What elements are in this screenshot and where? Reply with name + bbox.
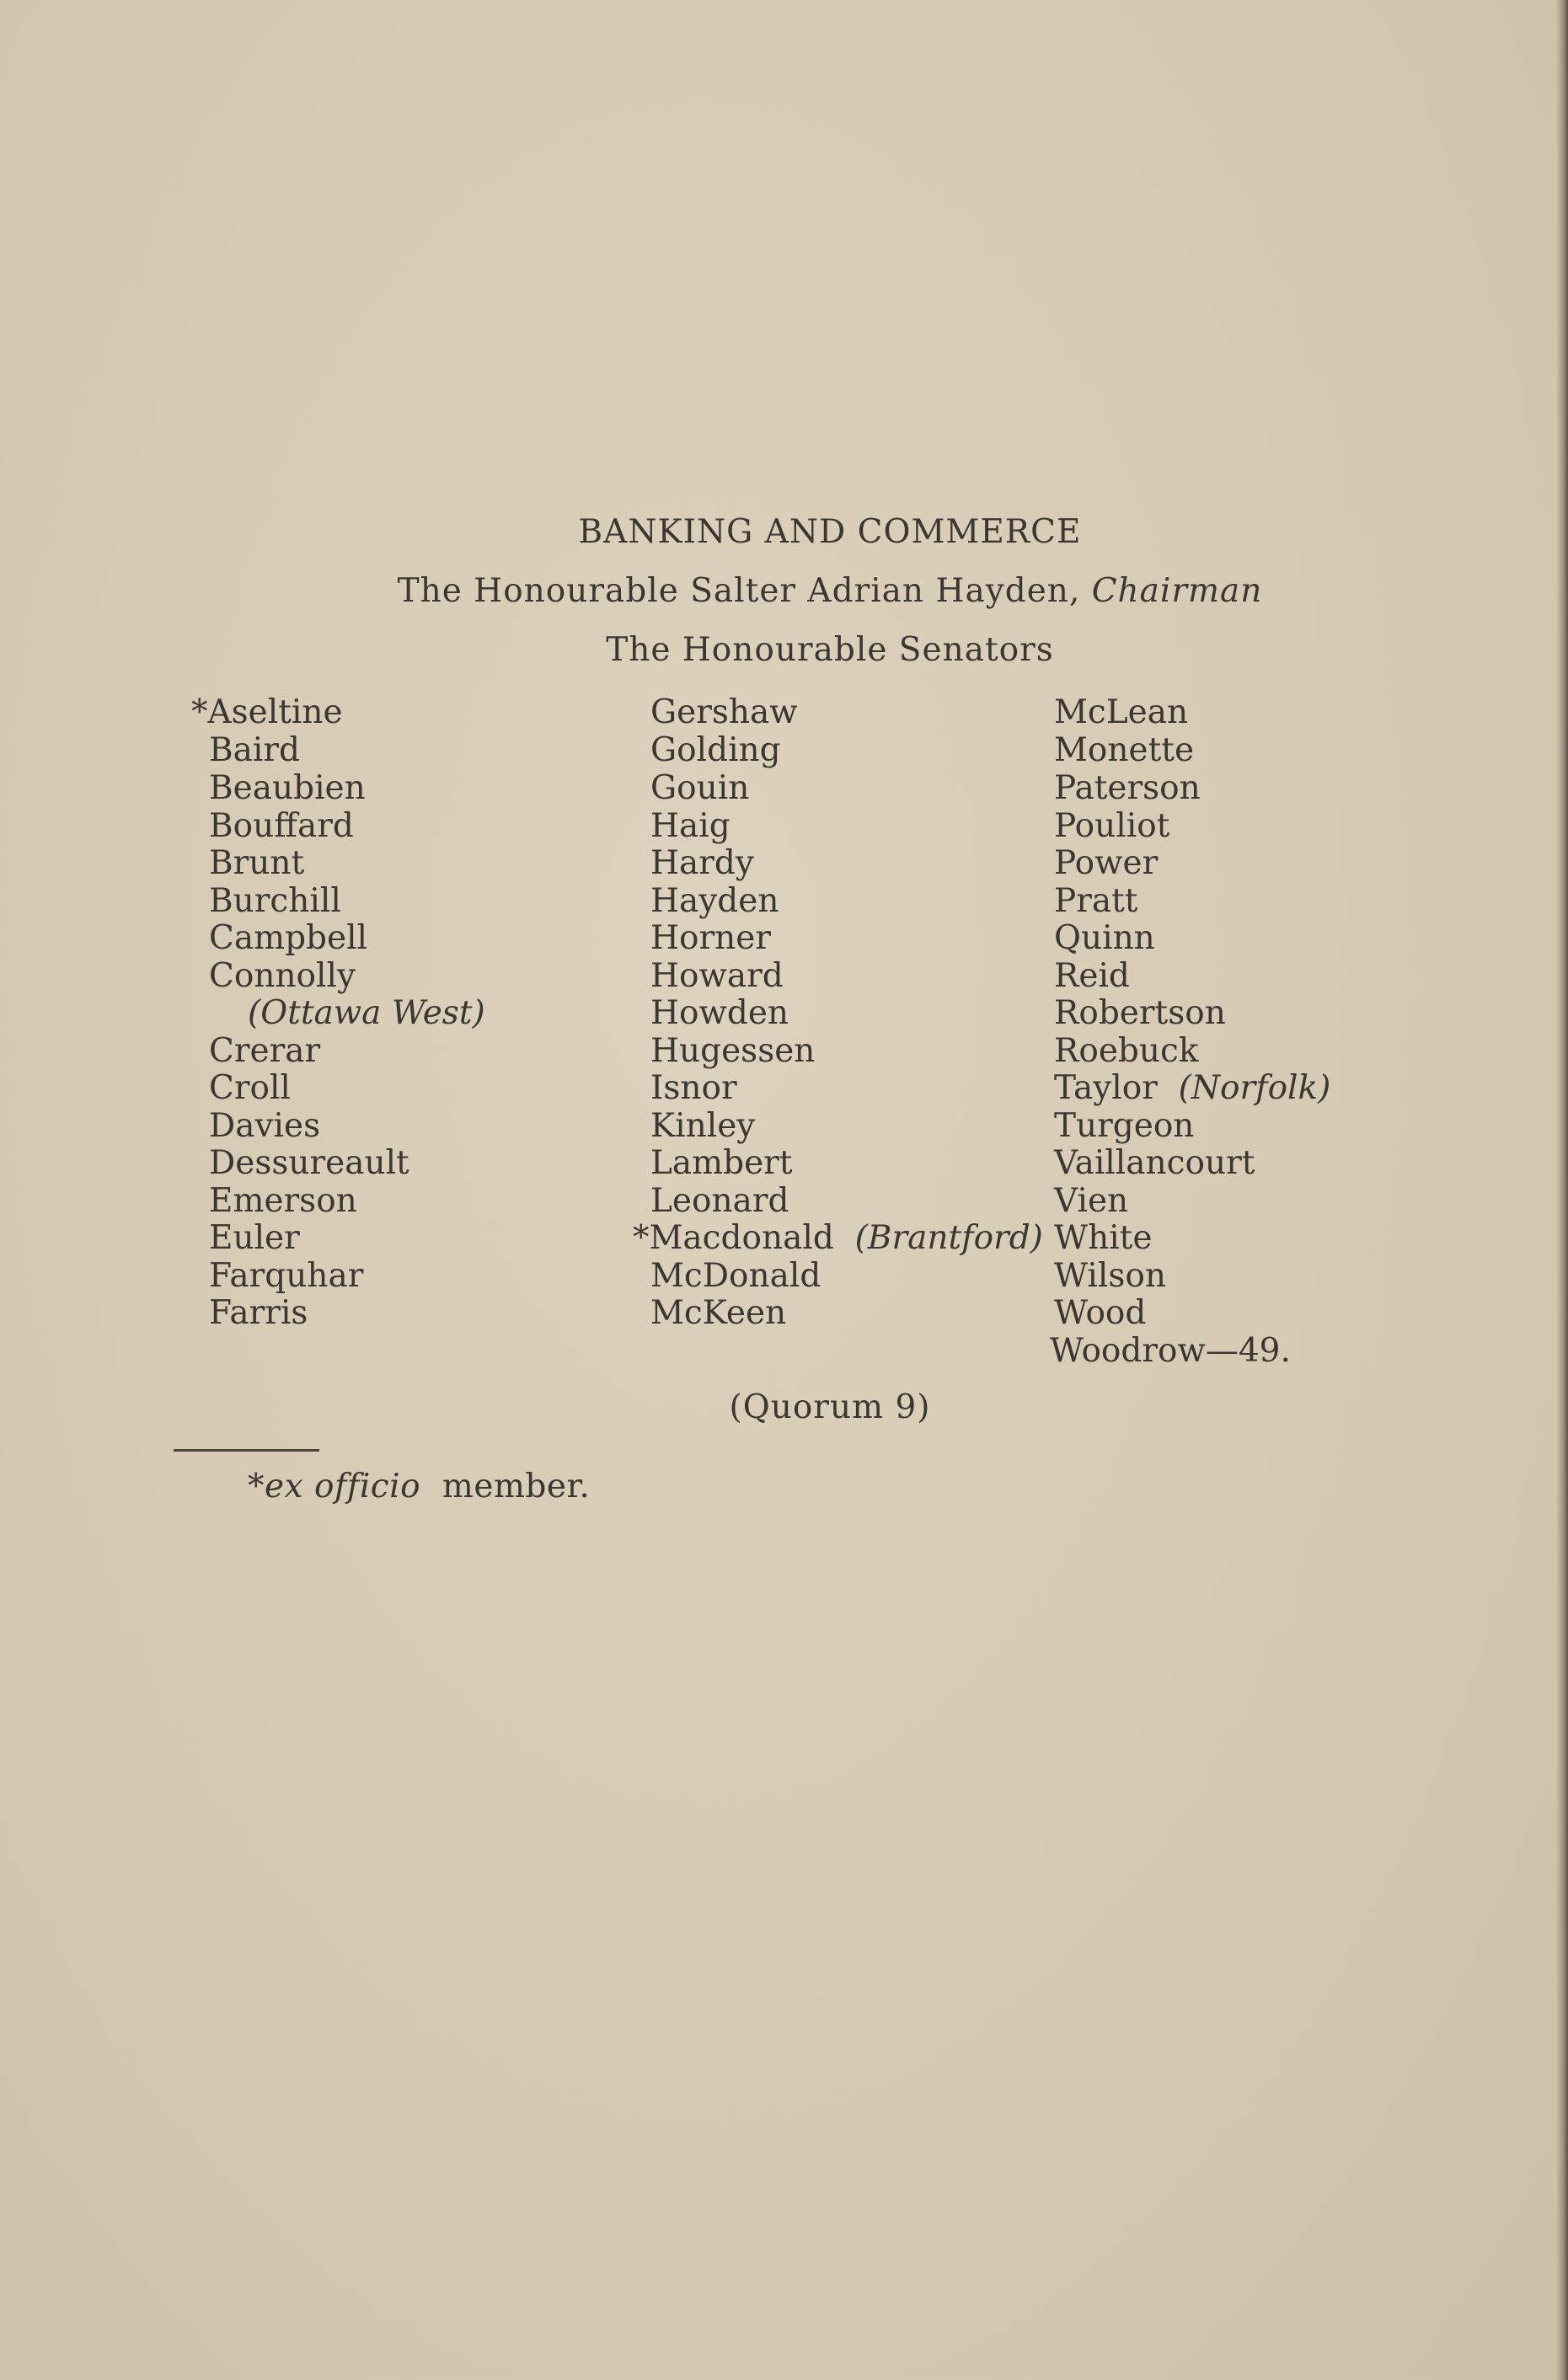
senator-entry: Baird bbox=[209, 731, 300, 769]
senator-entry: Leonard bbox=[650, 1182, 789, 1220]
footnote bbox=[248, 1468, 591, 1506]
senator-note: (Norfolk) bbox=[1178, 1069, 1331, 1107]
senator-entry: Pratt bbox=[1054, 882, 1138, 920]
quorum: (Quorum 9) bbox=[729, 1388, 931, 1426]
senator-name: Macdonald bbox=[649, 1219, 834, 1257]
senator-entry: Turgeon bbox=[1054, 1107, 1195, 1145]
senator-entry: Emerson bbox=[209, 1182, 357, 1220]
senator-entry: Howard bbox=[650, 957, 784, 995]
senator-entry: Lambert bbox=[650, 1144, 793, 1182]
senator-entry: Pouliot bbox=[1054, 807, 1170, 845]
senator-entry: Euler bbox=[209, 1219, 300, 1257]
footnote-text: member. bbox=[442, 1468, 591, 1506]
senator-entry: Quinn bbox=[1054, 919, 1155, 957]
senator-entry: Connolly bbox=[209, 957, 356, 995]
senator-note: (Brantford) bbox=[854, 1219, 1043, 1257]
senator-entry: Hardy bbox=[650, 844, 754, 882]
senator-entry: Dessureault bbox=[209, 1144, 409, 1182]
senator-entry: Vaillancourt bbox=[1054, 1144, 1255, 1182]
senators-subtitle: The Honourable Senators bbox=[606, 631, 1054, 669]
footnote-italic: ex officio bbox=[265, 1468, 421, 1506]
senator-entry: Reid bbox=[1054, 957, 1130, 995]
senator-entry: Hayden bbox=[650, 882, 779, 920]
senator-entry: Horner bbox=[650, 919, 771, 957]
senator-entry: Haig bbox=[650, 807, 730, 845]
senator-entry: Farquhar bbox=[209, 1257, 364, 1295]
senator-entry: McLean bbox=[1054, 693, 1189, 731]
ex-officio-mark: * bbox=[633, 1219, 650, 1257]
senator-name: Taylor bbox=[1054, 1069, 1158, 1107]
senator-entry: Beaubien bbox=[209, 769, 366, 807]
senator-name: Aseltine bbox=[207, 693, 343, 731]
senator-entry: Campbell bbox=[209, 919, 368, 957]
senator-entry: Hugessen bbox=[650, 1032, 816, 1070]
chairman-line bbox=[0, 572, 1568, 610]
senator-entry: Wilson bbox=[1054, 1257, 1166, 1295]
senator-entry: Gouin bbox=[650, 769, 750, 807]
footnote-divider bbox=[174, 1449, 319, 1452]
senator-entry: Paterson bbox=[1054, 769, 1201, 807]
ex-officio-mark: * bbox=[191, 693, 208, 731]
footnote-mark: * bbox=[248, 1468, 265, 1506]
chairman-role: Chairman bbox=[1091, 572, 1263, 610]
senator-entry: Davies bbox=[209, 1107, 321, 1145]
senator-entry: Power bbox=[1054, 844, 1159, 882]
senator-entry: White bbox=[1054, 1219, 1153, 1257]
senator-entry: Golding bbox=[650, 731, 781, 769]
page-edge-shadow bbox=[1556, 0, 1568, 2380]
senator-entry-note: (Ottawa West) bbox=[248, 994, 485, 1032]
senator-entry: McKeen bbox=[650, 1294, 787, 1332]
senator-entry: Wood bbox=[1054, 1294, 1147, 1332]
committee-title: BANKING AND COMMERCE bbox=[578, 513, 1082, 551]
senator-entry: McDonald bbox=[650, 1257, 821, 1295]
senator-entry: Gershaw bbox=[650, 693, 798, 731]
senator-entry: Burchill bbox=[209, 882, 341, 920]
senator-entry bbox=[633, 1219, 1043, 1257]
senator-entry: Vien bbox=[1054, 1182, 1129, 1220]
senator-entry: Kinley bbox=[650, 1107, 756, 1145]
senator-entry: Roebuck bbox=[1054, 1032, 1199, 1070]
senator-entry: Monette bbox=[1054, 731, 1195, 769]
senator-entry: Farris bbox=[209, 1294, 308, 1332]
senator-entry: Howden bbox=[650, 994, 789, 1032]
senator-entry: Isnor bbox=[650, 1069, 737, 1107]
senator-entry: Robertson bbox=[1054, 994, 1226, 1032]
senator-entry: Crerar bbox=[209, 1032, 321, 1070]
senator-entry: Croll bbox=[209, 1069, 291, 1107]
senator-entry bbox=[1054, 1069, 1331, 1107]
senator-entry: Bouffard bbox=[209, 807, 354, 845]
senator-entry bbox=[191, 693, 343, 731]
senator-entry: Brunt bbox=[209, 844, 305, 882]
senator-entry-total: Woodrow—49. bbox=[1050, 1332, 1291, 1370]
chairman-name: The Honourable Salter Adrian Hayden, bbox=[397, 572, 1081, 610]
